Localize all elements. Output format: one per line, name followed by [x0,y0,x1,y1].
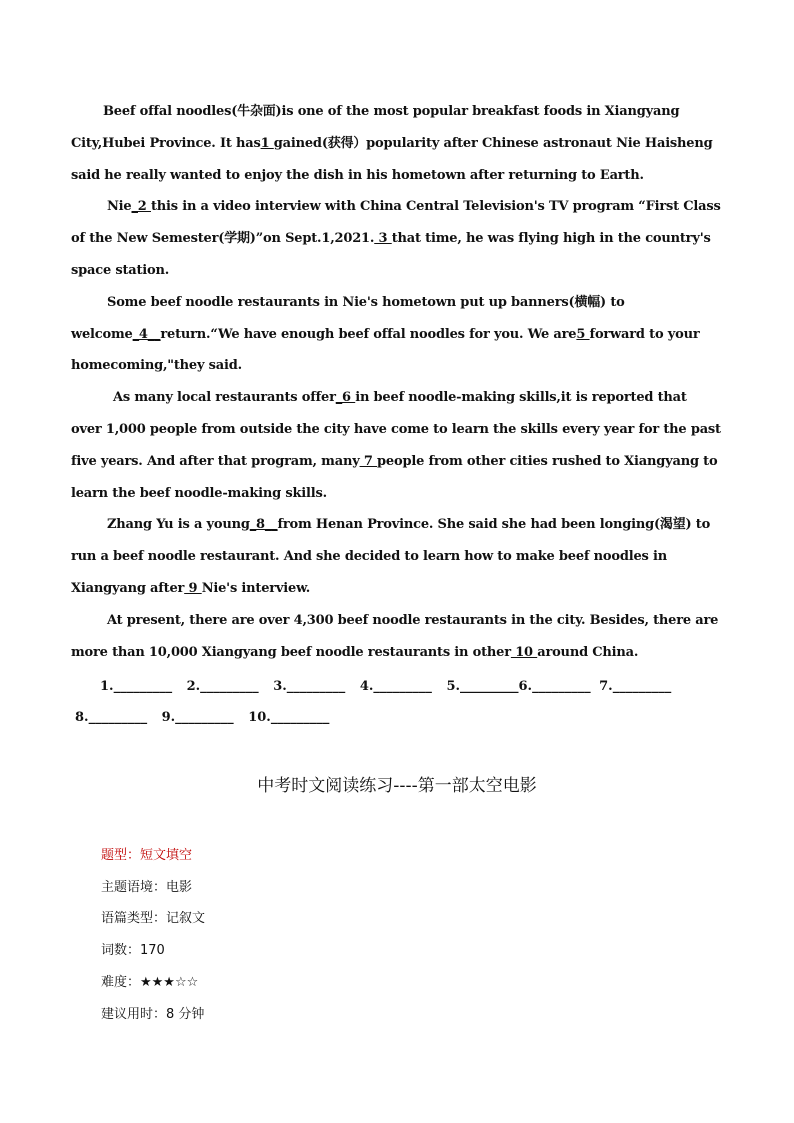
text: return.“We have enough beef offal noodles for you. We are [160,326,577,342]
blank-9: 9 [184,580,202,596]
paragraph-5 [71,509,721,604]
answer-10[interactable]: 10._________ [248,710,330,725]
answer-7[interactable]: 7._________ [599,679,672,694]
text: people from other cities rushed to Xiangyang to learn the beef noodle-making skills. [71,453,718,501]
text: Beef offal noodles(牛杂面)is one of the most popular breakfast foods in Xiangyang City,Hubei Province. It has [71,104,680,151]
text: in beef noodle-making skills,it is reported that over 1,000 people from outside the city have come to learn the skills every year for the past five years. And after that program, many [71,390,721,469]
word-count: 词数：170 [101,943,165,959]
answer-row [75,671,725,702]
text: around China. [537,644,639,660]
paragraph-4 [71,382,721,509]
question-type: 题型：短文填空 [101,848,193,863]
text: At present, there are over 4,300 beef noodle restaurants in the city. Besides, there are more than 10,000 Xiangyang beef noodle restaurants in other [71,612,719,660]
text-genre: 语篇类型：记叙文 [101,911,206,927]
paragraph-2 [71,191,721,286]
suggested-time: 建议用时：8 分钟 [101,1006,205,1022]
paragraph-3 [71,287,721,382]
text: Some beef noodle restaurants in Nie's hometown put up banners(横幅) to welcome [71,294,625,342]
answer-9[interactable]: 9._________ [161,710,234,725]
reading-passage [71,96,721,668]
blank-6: _6 [335,390,356,406]
theme-context: 主题语境：电影 [101,879,193,895]
difficulty-rating: 难度：★★★☆☆ [101,974,199,990]
answer-5[interactable]: 5._________ [446,679,519,694]
text: Nie's interview. [201,580,311,596]
blank-2: _2 [131,199,151,215]
blank-1: 1 [260,135,274,151]
text: gained(获得）popularity after Chinese astronaut Nie Haisheng said he really wanted to enjoy the dish in his hometown after returning to Earth. [71,135,713,183]
blank-8: _8__ [249,517,278,533]
section-title: 中考时文阅读练习----第一部太空电影 [257,776,537,796]
text: forward to your homecoming,"they said. [71,326,700,374]
answer-6[interactable]: 6._________ [518,679,591,694]
paragraph-6 [71,605,721,669]
answer-2[interactable]: 2._________ [186,679,259,694]
text: As many local restaurants offer [113,390,336,406]
blank-4: _4__ [132,326,161,342]
exercise-info [101,840,205,1030]
answer-8[interactable]: 8._________ [75,710,148,725]
text: from Henan Province. She said she had been longing(渴望) to run a beef noodle restaurant. And she decided to learn how to make beef noodles in Xiangyang after [71,517,711,596]
blank-5: 5 [576,326,590,342]
blank-3: 3 [374,231,392,247]
text: this in a video interview with China Central Television's TV program “First Class of the New Semester(学期)”on Sept.1,2021. [71,199,721,247]
text: that time, he was flying high in the country's space station. [71,231,711,278]
paragraph-1 [71,96,721,191]
text: Nie [107,199,132,215]
answer-3[interactable]: 3._________ [273,679,346,694]
blank-7: 7 [359,453,378,469]
answer-blanks [75,671,725,733]
answer-1[interactable]: 1._________ [100,679,173,694]
blank-10: 10 [510,644,538,660]
answer-row [75,702,725,733]
text: Zhang Yu is a young [107,517,250,533]
answer-4[interactable]: 4._________ [359,679,432,694]
